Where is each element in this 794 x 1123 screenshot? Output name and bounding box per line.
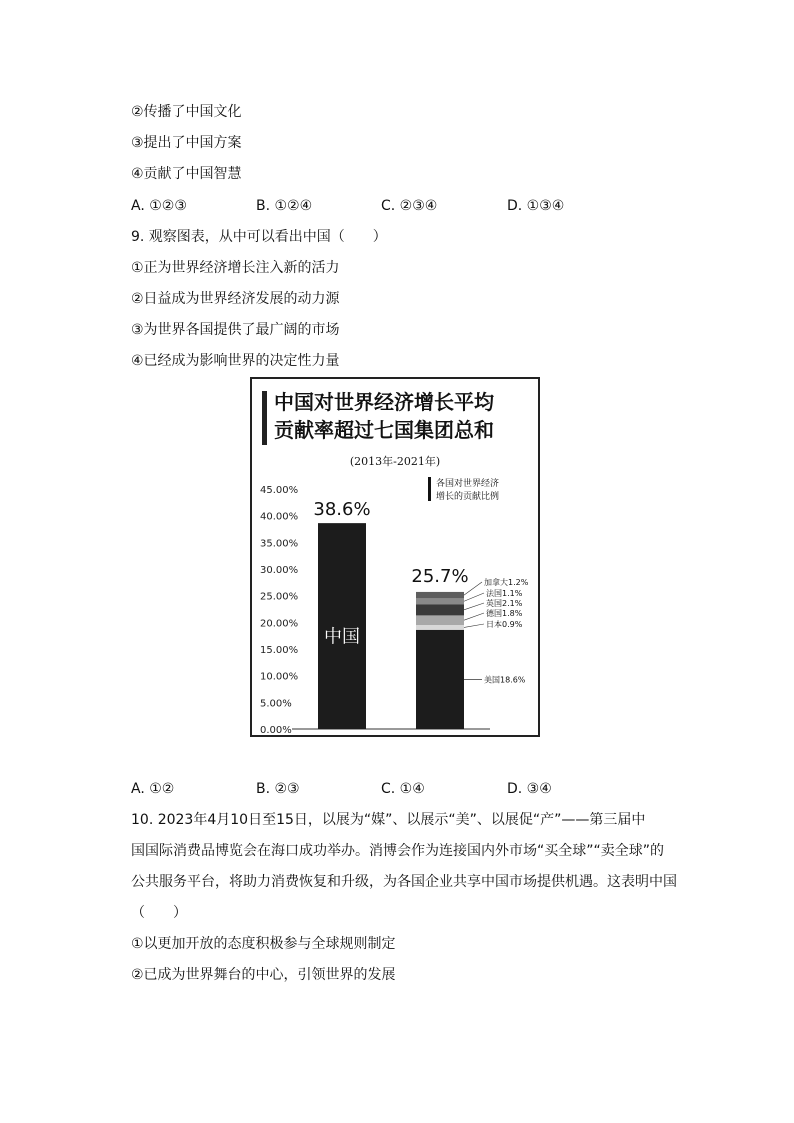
y-tick-label: 20.00%	[260, 618, 299, 630]
y-tick-label: 5.00%	[260, 698, 292, 710]
q10-item-1: ①以更加开放的态度积极参与全球规则制定	[131, 936, 396, 952]
bar-g7-value-label: 25.7%	[411, 565, 469, 587]
q8-item-4: ④贡献了中国智慧	[131, 166, 242, 182]
bar-china-inside-label: 中国	[324, 626, 360, 648]
chart-title-line1: 中国对世界经济增长平均	[274, 390, 494, 414]
q9-item-3: ③为世界各国提供了最广阔的市场	[131, 322, 340, 338]
chart-subtitle: (2013年-2021年)	[349, 455, 441, 468]
q9-option-a: A. ①②	[131, 781, 175, 797]
segment-label: 加拿大1.2%	[484, 578, 529, 587]
bar-g7-segment-4	[416, 598, 464, 604]
y-tick-label: 10.00%	[260, 671, 299, 683]
bar-g7-segment-3	[416, 604, 464, 615]
q8-option-b: B. ①②④	[256, 198, 313, 214]
q10-stem-line4: （ ）	[131, 905, 187, 921]
q8-item-2: ②传播了中国文化	[131, 104, 242, 120]
q9-item-2: ②日益成为世界经济发展的动力源	[131, 291, 340, 307]
segment-label: 日本0.9%	[486, 620, 523, 629]
segment-label: 英国2.1%	[486, 599, 523, 608]
y-tick-label: 35.00%	[260, 538, 299, 550]
leader-line	[464, 593, 484, 601]
q8-option-d: D. ①③④	[507, 198, 565, 214]
bar-chart	[252, 379, 538, 735]
chart-title-line2: 贡献率超过七国集团总和	[274, 418, 494, 442]
leader-line	[464, 603, 484, 610]
y-tick-label: 15.00%	[260, 645, 299, 656]
q9-stem: 9. 观察图表，从中可以看出中国（ ）	[131, 229, 387, 245]
bar-g7-segment-1	[416, 625, 464, 630]
q10-stem-line1: 10. 2023年4月10日至15日，以展为“媒”、以展示“美”、以展促“产”——第三届中	[131, 812, 646, 828]
y-tick-label: 30.00%	[260, 565, 299, 576]
bar-g7-segment-5	[416, 592, 464, 598]
bar-g7-segment-0	[416, 630, 464, 729]
q9-option-c: C. ①④	[381, 781, 425, 797]
bar-china-value-label: 38.6%	[313, 499, 371, 521]
q10-item-2: ②已成为世界舞台的中心，引领世界的发展	[131, 967, 396, 983]
segment-label: 德国1.8%	[486, 609, 523, 618]
segment-label: 美国18.6%	[484, 675, 526, 685]
chart-figure	[250, 377, 540, 737]
q9-item-1: ①正为世界经济增长注入新的活力	[131, 260, 340, 276]
y-tick-label: 45.00%	[260, 485, 299, 496]
legend-line1: 各国对世界经济	[436, 479, 500, 489]
y-tick-label: 40.00%	[260, 511, 299, 523]
legend-line2: 增长的贡献比例	[436, 492, 500, 502]
bar-g7-segment-2	[416, 615, 464, 625]
q8-option-c: C. ②③④	[381, 198, 438, 214]
q9-item-4: ④已经成为影响世界的决定性力量	[131, 353, 340, 369]
y-tick-label: 0.00%	[260, 725, 292, 735]
q8-option-a: A. ①②③	[131, 198, 187, 214]
segment-label: 法国1.1%	[486, 589, 523, 598]
q9-option-d: D. ③④	[507, 781, 552, 797]
y-tick-label: 25.00%	[260, 591, 299, 603]
q9-option-b: B. ②③	[256, 781, 300, 797]
leader-line	[464, 613, 484, 620]
q8-item-3: ③提出了中国方案	[131, 135, 242, 151]
q10-stem-line3: 公共服务平台，将助力消费恢复和升级，为各国企业共享中国市场提供机遇。这表明中国	[131, 874, 677, 890]
q10-stem-line2: 国国际消费品博览会在海口成功举办。消博会作为连接国内外市场“买全球”“卖全球”的	[131, 843, 665, 859]
leader-line	[464, 624, 484, 627]
legend-marker	[428, 477, 431, 501]
